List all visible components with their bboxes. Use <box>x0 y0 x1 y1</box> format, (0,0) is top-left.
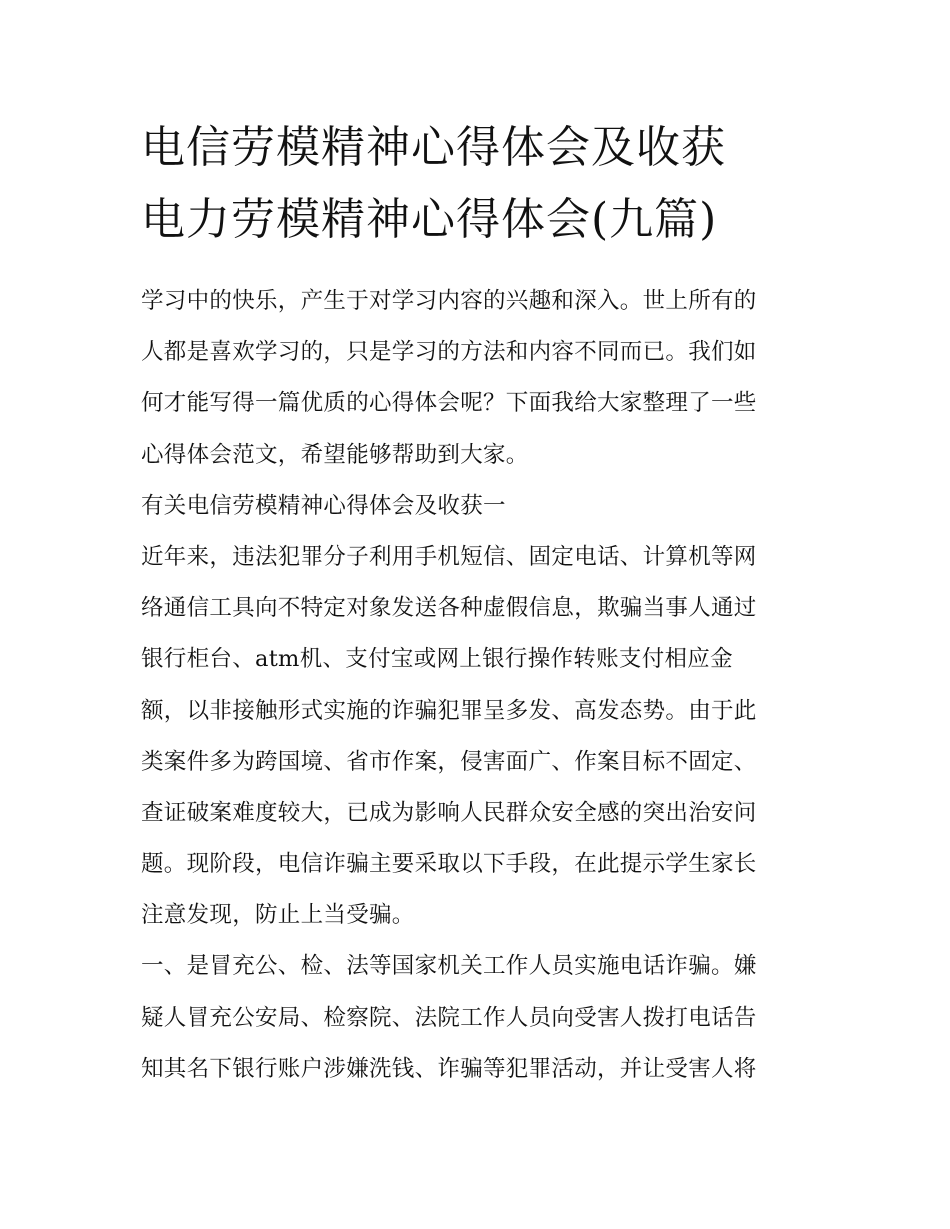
paragraph-line: 络通信工具向不特定对象发送各种虚假信息，欺骗当事人通过 <box>141 595 757 622</box>
title-line-2: 电力劳模精神心得体会(九篇) <box>141 194 718 245</box>
intro-line: 何才能写得一篇优质的心得体会呢？下面我给大家整理了一些 <box>141 390 757 417</box>
paragraph-line: 额，以非接触形式实施的诈骗犯罪呈多发、高发态势。由于此 <box>141 697 757 724</box>
paragraph-line: 注意发现，防止上当受骗。 <box>141 902 415 929</box>
paragraph-line: 疑人冒充公安局、检察院、法院工作人员向受害人拨打电话告 <box>141 1004 757 1031</box>
intro-line: 人都是喜欢学习的，只是学习的方法和内容不同而已。我们如 <box>141 339 757 366</box>
paragraph-line: 类案件多为跨国境、省市作案，侵害面广、作案目标不固定、 <box>141 748 757 775</box>
intro-line: 学习中的快乐，产生于对学习内容的兴趣和深入。世上所有的 <box>141 288 757 314</box>
paragraph-line: 题。现阶段，电信诈骗主要采取以下手段，在此提示学生家长 <box>141 851 757 878</box>
paragraph-line: 知其名下银行账户涉嫌洗钱、诈骗等犯罪活动，并让受害人将 <box>141 1055 757 1082</box>
document-title <box>141 112 831 256</box>
paragraph-line: 银行柜台、atm机、支付宝或网上银行操作转账支付相应金 <box>141 646 733 673</box>
document-body <box>141 276 821 1095</box>
paragraph-line: 查证破案难度较大，已成为影响人民群众安全感的突出治安问 <box>141 799 757 826</box>
intro-line: 心得体会范文，希望能够帮助到大家。 <box>141 441 529 468</box>
paragraph-line: 一、是冒充公、检、法等国家机关工作人员实施电话诈骗。嫌 <box>141 953 757 980</box>
title-line-1: 电信劳模精神心得体会及收获 <box>141 122 726 173</box>
paragraph-line: 近年来，违法犯罪分子利用手机短信、固定电话、计算机等网 <box>141 543 757 570</box>
section-heading: 有关电信劳模精神心得体会及收获一 <box>141 492 506 519</box>
